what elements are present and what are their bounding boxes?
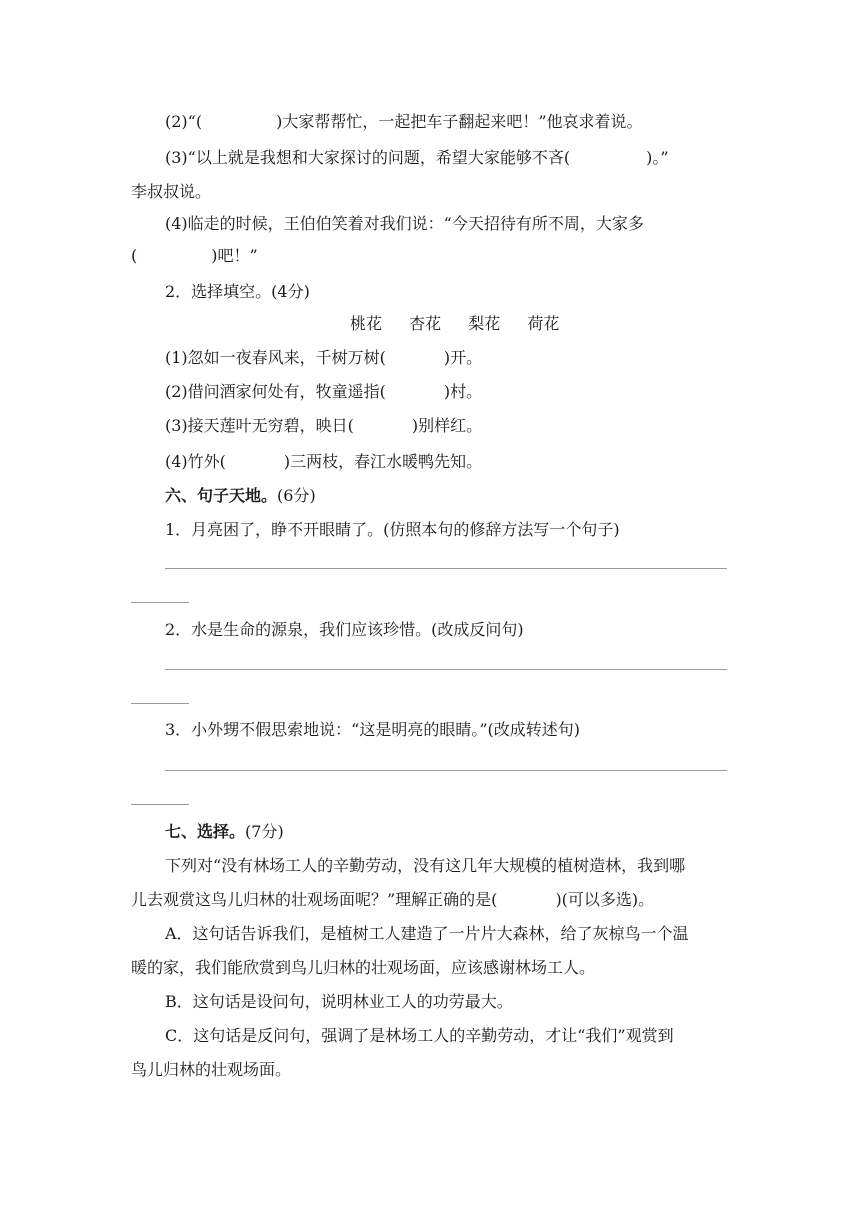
answer-line-tail	[131, 804, 189, 805]
option-a: A．这句话告诉我们，是植树工人建造了一片片大森林，给了灰椋鸟一个温	[165, 924, 689, 943]
fill-item-3: (3)接天莲叶无穷碧，映日( )别样红。	[165, 416, 483, 435]
option-c-cont: 鸟儿归林的壮观场面。	[131, 1060, 292, 1079]
answer-line	[165, 568, 727, 569]
question-5-1-2: (2)“( )大家帮帮忙，一起把车子翻起来吧！”他哀求着说。	[165, 112, 643, 131]
answer-line	[165, 770, 727, 771]
section-6-heading: 六、句子天地。(6分)	[165, 486, 316, 505]
option-b: B．这句话是设问句，说明林业工人的功劳最大。	[165, 992, 513, 1011]
question-5-1-4-cont: ( )吧！”	[131, 246, 258, 265]
word-options	[350, 314, 581, 334]
fill-item-4: (4)竹外( )三两枝，春江水暖鸭先知。	[165, 452, 483, 471]
option-c: C．这句话是反问句，强调了是林场工人的辛勤劳动，才让“我们”观赏到	[165, 1026, 674, 1045]
fill-item-2: (2)借问酒家何处有，牧童遥指( )村。	[165, 382, 483, 401]
section-6-q1: 1．月亮困了，睁不开眼睛了。(仿照本句的修辞方法写一个句子)	[165, 520, 620, 539]
fill-item-1: (1)忽如一夜春风来，千树万树( )开。	[165, 348, 483, 367]
section-6-q2: 2．水是生命的源泉，我们应该珍惜。(改成反问句)	[165, 620, 524, 639]
answer-line-tail	[131, 602, 189, 603]
option-word: 桃花	[350, 314, 383, 333]
answer-line-tail	[131, 703, 189, 704]
option-word: 荷花	[527, 314, 560, 333]
question-5-1-3: (3)“以上就是我想和大家探讨的问题，希望大家能够不吝( )。”	[165, 148, 669, 167]
question-5-1-3-cont: 李叔叔说。	[131, 182, 212, 201]
section-7-stem: 下列对“没有林场工人的辛勤劳动，没有这几年大规模的植树造林，我到哪	[165, 856, 686, 875]
section-6-q3: 3．小外甥不假思索地说：“这是明亮的眼睛。”(改成转述句)	[165, 720, 581, 739]
answer-line	[165, 669, 727, 670]
option-a-cont: 暖的家，我们能欣赏到鸟儿归林的壮观场面，应该感谢林场工人。	[131, 958, 596, 977]
option-word: 杏花	[409, 314, 442, 333]
section-7-heading: 七、选择。(7分)	[165, 822, 284, 841]
option-word: 梨花	[468, 314, 501, 333]
question-5-1-4: (4)临走的时候，王伯伯笑着对我们说：“今天招待有所不周，大家多	[165, 214, 644, 233]
section-7-stem-cont: 儿去观赏这鸟儿归林的壮观场面呢？”理解正确的是( )(可以多选)。	[131, 890, 655, 909]
question-5-2-title: 2．选择填空。(4分)	[165, 282, 310, 301]
